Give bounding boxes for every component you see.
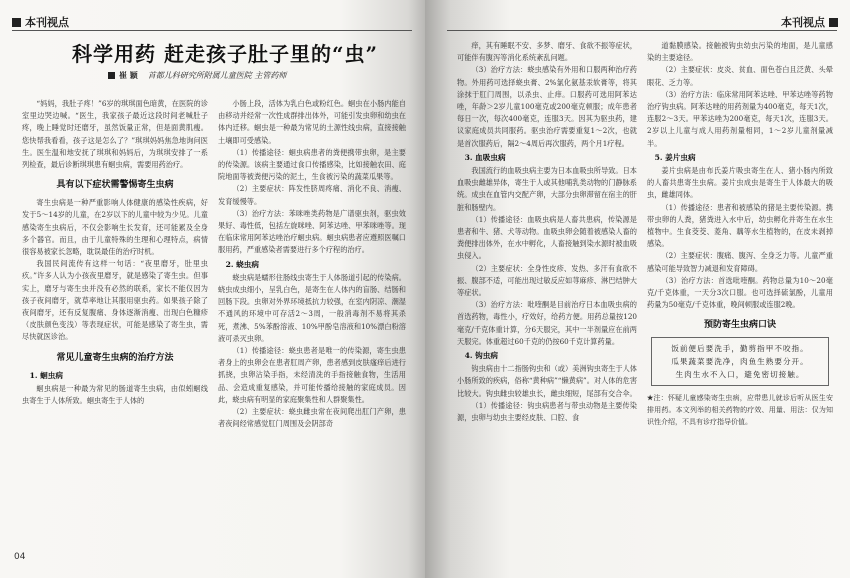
byline-square-icon	[108, 72, 115, 79]
paragraph: 道黏膜感染。接触被钩虫幼虫污染的地面，是儿童感染的主要途径。	[647, 41, 833, 63]
author-affiliation: 首都儿科研究所附属儿童医院 主管药师	[147, 71, 287, 80]
heading-treatments: 常见儿童寄生虫病的治疗方法	[56, 352, 174, 363]
intro-paragraph: “妈妈，我肚子疼！”6岁的琪琪面色暗黄，在医院的诊室里边哭边喊。“医生，我家孩子最近这段时间老喊肚子疼，晚上睡觉时还磨牙，虽然饭量正常，但是面黄肌瘦。您快帮我看看，孩子这是怎么了？”琪琪妈妈焦急地询问医生。医生温和地安抚了琪琪和妈妈后，为琪琪安排了一系列检查，最后诊断琪琪患有蛔虫病，需要用药治疗。	[22, 99, 208, 170]
paragraph: （2）主要症状：腹痛、腹泻、全身乏力等。儿童严重感染可能导致智力减退和发育障碍。	[647, 251, 833, 273]
rhyme-line: 饭前便后要洗手，勤剪指甲不咬指。	[671, 344, 809, 354]
paragraph: （1）传播途径：血吸虫病是人畜共患病，传染源是患者和牛、猪、犬等动物。血吸虫卵会随着被感染人畜的粪便排出体外，在水中孵化，人畜接触到染水源时被血吸虫侵入。	[457, 214, 637, 261]
rhyme-line: 瓜果蔬菜要洗净，肉鱼生熟要分开。	[671, 357, 809, 367]
paragraph: （2）主要症状：蛲虫雌虫常在夜间爬出肛门产卵，患者夜间经常感觉肛门周围及会阴部奇	[218, 407, 406, 429]
column-1	[22, 98, 208, 546]
prevention-rhyme-box	[651, 337, 829, 386]
paragraph: 小肠上段，活体为乳白色或粉红色。蛔虫在小肠内能自由移动并经常一次性成群排出体外，可能引发虫卵和幼虫在体内迁移。蛔虫是一种最为常见的土源性线虫病，直接接触土壤即可受感染。	[218, 99, 406, 145]
header-rule	[12, 30, 412, 31]
header-rule	[447, 30, 837, 31]
paragraph: （2）主要症状：全身性皮疹、发热、多汗有食欲不振、腹部不适，可能出现过敏反应如荨麻疹、淋巴结肿大等症状。	[457, 263, 637, 298]
column-3	[457, 40, 637, 568]
byline	[108, 70, 286, 81]
paragraph: 蛲虫病是蠕形住肠线虫寄生于人体肠道引起的传染病。蛲虫成虫细小，呈乳白色，是寄生在人体内的盲肠、结肠和回肠下段。虫卵对外界环境抵抗力较强，在室内阴凉、潮湿不通风的环境中可存活2～3周，一般消毒剂不易将其杀死，煮沸、5%苯酚溶液、10%甲酚皂溶液和10%漂白粉溶液可杀灭虫卵。	[218, 272, 406, 343]
section-header-right	[781, 14, 838, 30]
section-header-left	[12, 14, 69, 30]
heading-prevention-rhyme: 预防寄生虫病口诀	[703, 320, 776, 331]
heading-symptoms: 具有以下症状需警惕寄生虫病	[56, 180, 174, 191]
paragraph: （1）传播途径：蛲虫患者是唯一的传染源，寄生虫患者身上的虫卵会在患者肛周产卵，患者感到皮肤瘙痒后进行抓挠，虫卵沾染手指，未经清洗的手指接触食物，生活用品、会造成重复感染，并可能传播给接触的家庭成员。因此，蛲虫病有明显的家庭聚集性和人群聚集性。	[218, 346, 406, 404]
disclaimer-note	[647, 392, 833, 428]
star-icon: ★	[647, 393, 654, 403]
paragraph: 痒，其有睡眠不安、多梦、磨牙、食欲不振等症状，可能伴有腹泻等消化系统紊乱问题。	[457, 41, 637, 63]
paragraph: 我国流行的血吸虫病主要为日本血吸虫所导致。日本血吸虫雌雄异体，寄生于人或其他哺乳类动物的门静脉系统。成虫在血管内交配产卵，大部分虫卵滞留在宿主的肝脏和肠壁内。	[457, 166, 637, 212]
paragraph: （2）主要症状：皮炎、贫血、面色苍白且泛黄、头晕眼花、乏力等。	[647, 65, 833, 87]
rhyme-line: 生肉生水不入口，避免密切接触。	[675, 370, 805, 380]
paragraph: （3）治疗方法：临床常用阿苯达唑、甲苯达唑等药物治疗钩虫病。阿苯达唑的用药剂量为400毫克，每天1次，连服2～3天。甲苯达唑为200毫克，每天1次，连服3天。2岁以上儿童与成人用药剂量相同，1～2岁儿童剂量减半。	[647, 89, 833, 148]
subheading-fasciolopsiasis: 5. 姜片虫病	[654, 152, 696, 162]
column-4	[647, 40, 833, 568]
disclaimer-text: 注：怀疑儿童感染寄生虫病，应带患儿就诊后听从医生安排用药。本文列举的相关药物的疗效、用量、用法：仅为知识性介绍，不具有诊疗指导价值。	[647, 394, 833, 427]
page-number: 04	[14, 552, 26, 562]
paragraph: （3）治疗方法：苯咪唑类药物是广谱驱虫剂，驱虫效果好、毒性低，包括左旋咪唑、阿苯达唑、甲苯咪唑等。现在临床常用阿苯达唑治疗蛔虫病。蛔虫病患者应遵照医嘱口服用药，严重感染者需要进行多个疗程的治疗。	[218, 208, 406, 255]
section-label: 本刊视点	[25, 16, 69, 29]
subheading-pinworm: 2. 蛲虫病	[225, 259, 259, 269]
paragraph: （3）治疗方法：首选吡喹酮。药物总量为10～20毫克/千克体重，一天分3次口服。也可选择硫氯酚，儿童用药量为50毫克/千克体重，晚间顿服或连服2晚。	[647, 275, 833, 310]
paragraph: （1）传播途径：蛔虫病患者的粪便携带虫卵，是主要的传染源。该病主要通过食口传播感染，比如接触农田、庭院地面等被粪便污染的泥土，生食被污染的蔬菜瓜果等。	[218, 147, 406, 182]
header-square-icon	[12, 18, 21, 27]
article-title: 科学用药 赶走孩子肚子里的“虫”	[72, 42, 378, 66]
subheading-schistosomiasis: 3. 血吸虫病	[464, 152, 506, 162]
header-square-icon	[829, 18, 838, 27]
paragraph: 姜片虫病是由布氏姜片吸虫寄生在人、猪小肠内所致的人畜共患寄生虫病。姜片虫成虫是寄生于人体最大的吸虫，雌雄同体。	[647, 166, 833, 200]
paragraph: 寄生虫病是一种严重影响人体健康的感染性疾病，好发于5～14岁的儿童，在2岁以下的儿童中较为少见。儿童感染寄生虫病后，不仅会影响生长发育，还可能累及全身多个器官。而且，由于儿童特殊的生理和心理特点，病情很容易被家长忽略，耽误最佳的治疗时机。	[22, 198, 208, 257]
author-name: 崔 颖	[119, 70, 138, 80]
paragraph: 钩虫病由十二指肠钩虫和（或）美洲钩虫寄生于人体小肠所致的疾病，俗称“黄种病”“懒黄病”。对人体的危害比较大。钩虫雌虫较雄虫长，雌虫细短，尾部有交合伞。	[457, 364, 637, 398]
paragraph: 蛔虫病是一种最为常见的肠道寄生虫病，由似蚓蛔线虫寄生于人体所致。蛔虫寄生于人体的	[22, 383, 208, 406]
paragraph: （1）传播途径：钩虫病患者与带虫动物是主要传染源，虫卵与幼虫主要经皮肤、口腔、食	[457, 400, 637, 423]
paragraph: 我国民间流传有这样一句话：“夜里磨牙，肚里虫疚。”许多人认为小孩夜里磨牙，就是感染了寄生虫。但事实上，磨牙与寄生虫并没有必然的联系，家长不能仅因为孩子夜间磨牙，就草率地让其服用驱虫药。如果孩子除了夜间磨牙，还有反复腹痛、身体逐渐消瘦、出现白色糠疹（皮肤颜色变浅）等表现症状，可能是感染了寄生虫，需尽快就医诊治。	[22, 259, 208, 342]
subheading-hookworm: 4. 钩虫病	[464, 351, 498, 361]
right-page	[425, 0, 850, 578]
column-2	[218, 98, 406, 546]
paragraph: （2）主要症状：阵发性脐周疼痛、消化不良、消瘦、发育缓慢等。	[218, 184, 406, 206]
paragraph: （3）治疗方法：蛲虫感染有外用和口服两种治疗药物。外用药可选择蛲虫膏、2%氯化氨基汞软膏等，将其涂抹于肛门周围，以杀虫、止痒。口服药可选用阿苯达唑，年龄＞2岁儿童100毫克或200毫克顿服；成年患者每日一次，每次400毫克，连服3天。因其为驱虫药，建议家庭成员共同服药。驱虫治疗需要重复1～2次，也就是首次服药后，隔2～4周后再次服药，两个月1疗程。	[457, 65, 637, 148]
paragraph: （1）传播途径：患者和被感染的猪是主要传染源。携带虫卵的人粪，猪粪进入水中后，幼虫孵化并寄生在水生植物中。生食茭茭、菱角、藕等水生植物的，在皮未剥掉感染。	[647, 202, 833, 249]
subheading-ascariasis: 1. 蛔虫病	[29, 370, 63, 380]
section-label: 本刊视点	[781, 16, 825, 29]
paragraph: （3）治疗方法：吡喹酮是目前治疗日本血吸虫病的首选药物，毒性小，疗效好，给药方便。用药总量按120毫克/千克体重计算，分6天服完，其中一半剂量应在前两天服完。体重超过60千克的仍按60千克计算药量。	[457, 300, 637, 346]
